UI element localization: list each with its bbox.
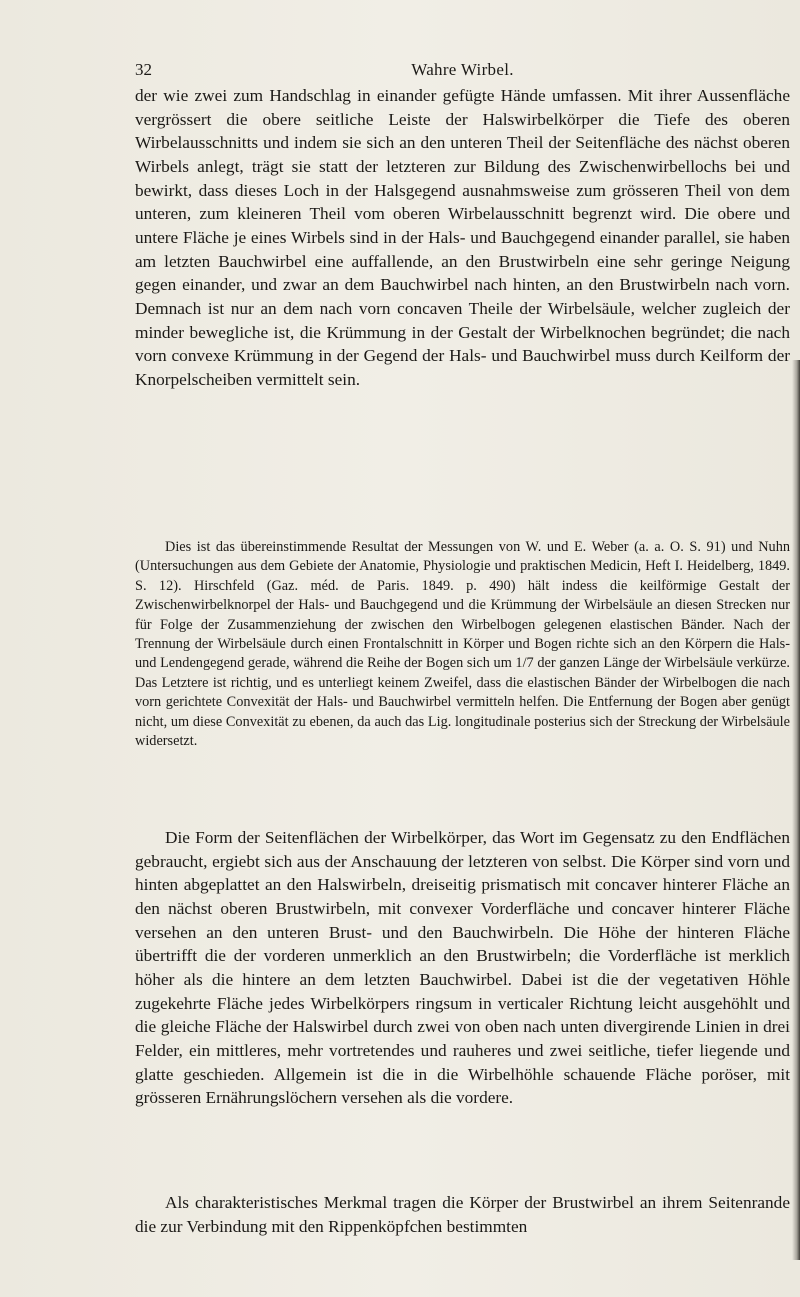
paragraph-continuation xyxy=(135,84,790,392)
paragraph-brustwirbel xyxy=(135,1191,790,1238)
page-edge-shadow xyxy=(792,360,800,1260)
page-number: 32 xyxy=(135,60,152,79)
running-head xyxy=(135,60,790,84)
paragraph-text: der wie zwei zum Handschlag in einander gefügte Hände umfassen. Mit ihrer Aussenfläche vergrössert die obere seitliche Leiste der Halswirbelkörper die Tiefe des oberen Wirbelausschnitts und indem sie sich an den unteren Theil der Seitenfläche des nächst oberen Wirbels anlegt, trägt sie statt der letzteren zur Bildung des Zwischenwirbellochs bei und bewirkt, dass dieses Loch in der Halsgegend ausnahmsweise zum grösseren Theil von dem unteren, zum kleineren Theil vom oberen Wirbelausschnitt begrenzt wird. Die obere und untere Fläche je eines Wirbels sind in der Hals- und Bauchgegend einander parallel, sie haben am letzten Bauchwirbel eine auffallende, an den Brustwirbeln eine sehr geringe Neigung gegen einander, und zwar an dem Bauchwirbel nach hinten, an den Brustwirbeln nach vorn. Demnach ist nur an dem nach vorn concaven Theile der Wirbelsäule, welcher zugleich der minder bewegliche ist, die Krümmung in der Gestalt der Wirbelknochen begründet; die nach vorn convexe Krümmung in der Gegend der Hals- und Bauchwirbel muss durch Keilform der Knorpelscheiben vermittelt sein. xyxy=(135,86,790,389)
note-text: Dies ist das übereinstimmende Resultat der Messungen von W. und E. Weber (a. a. O. S. 91) und Nuhn (Untersuchungen aus dem Gebiete der Anatomie, Physiologie und praktischen Medicin, Heft I. Heidelberg, 1849. S. 12). Hirschfeld (Gaz. méd. de Paris. 1849. p. 490) hält indess die keilförmige Gestalt der Zwischenwirbelknorpel der Hals- und Bauchgegend und die Krümmung der Wirbelsäule an diesen Strecken nur für Folge der Zusammenziehung der zwischen den Wirbelbogen gelegenen elastischen Bänder. Nach der Trennung der Wirbelsäule durch einen Frontalschnitt in Körper und Bogen richte sich an den Körpern die Hals- und Lendengegend gerade, während die Reihe der Bogen sich um 1/7 der ganzen Länge der Wirbelsäule verkürze. Das Letztere ist richtig, und es unterliegt keinem Zweifel, dass die elastischen Bänder der Wirbelbogen die nach vorn gerichtete Convexität der Hals- und Bauchwirbel vermitteln helfen. Die Entfernung der Bogen aber genügt nicht, um diese Convexität zu ebenen, da auch das Lig. longitudinale posterius sich der Streckung der Wirbelsäule widersetzt. xyxy=(135,539,790,750)
small-print-note xyxy=(135,538,790,751)
paragraph-seitenflaechen xyxy=(135,826,790,1110)
paragraph-text: Als charakteristisches Merkmal tragen die Körper der Brustwirbel an ihrem Seitenrande die zur Verbindung mit den Rippenköpfchen bestimmten xyxy=(135,1193,790,1236)
running-title: Wahre Wirbel. xyxy=(411,60,514,79)
paragraph-text: Die Form der Seitenflächen der Wirbelkörper, das Wort im Gegensatz zu den Endflächen gebraucht, ergiebt sich aus der Anschauung der letzteren von selbst. Die Körper sind vorn und hinten abgeplattet an den Halswirbeln, dreiseitig prismatisch mit concaver hinterer Fläche an den nächst oberen Brustwirbeln, mit convexer Vorderfläche und concaver hinterer Fläche versehen an den unteren Brust- und den Bauchwirbeln. Die Höhe der hinteren Fläche übertrifft die der vorderen unmerklich an den Brustwirbeln; die Vorderfläche ist merklich höher als die hintere an dem letzten Bauchwirbel. Dabei ist die der vegetativen Höhle zugekehrte Fläche jedes Wirbelkörpers ringsum in verticaler Richtung leicht ausgehöhlt und die gleiche Fläche der Halswirbel durch zwei von oben nach unten divergirende Linien in drei Felder, ein mittleres, mehr vortretendes und rauheres und zwei seitliche, tiefer liegende und glatte geschieden. Allgemein ist die in die Wirbelhöhle schauende Fläche poröser, mit grösseren Ernährungslöchern versehen als die vordere. xyxy=(135,828,790,1108)
